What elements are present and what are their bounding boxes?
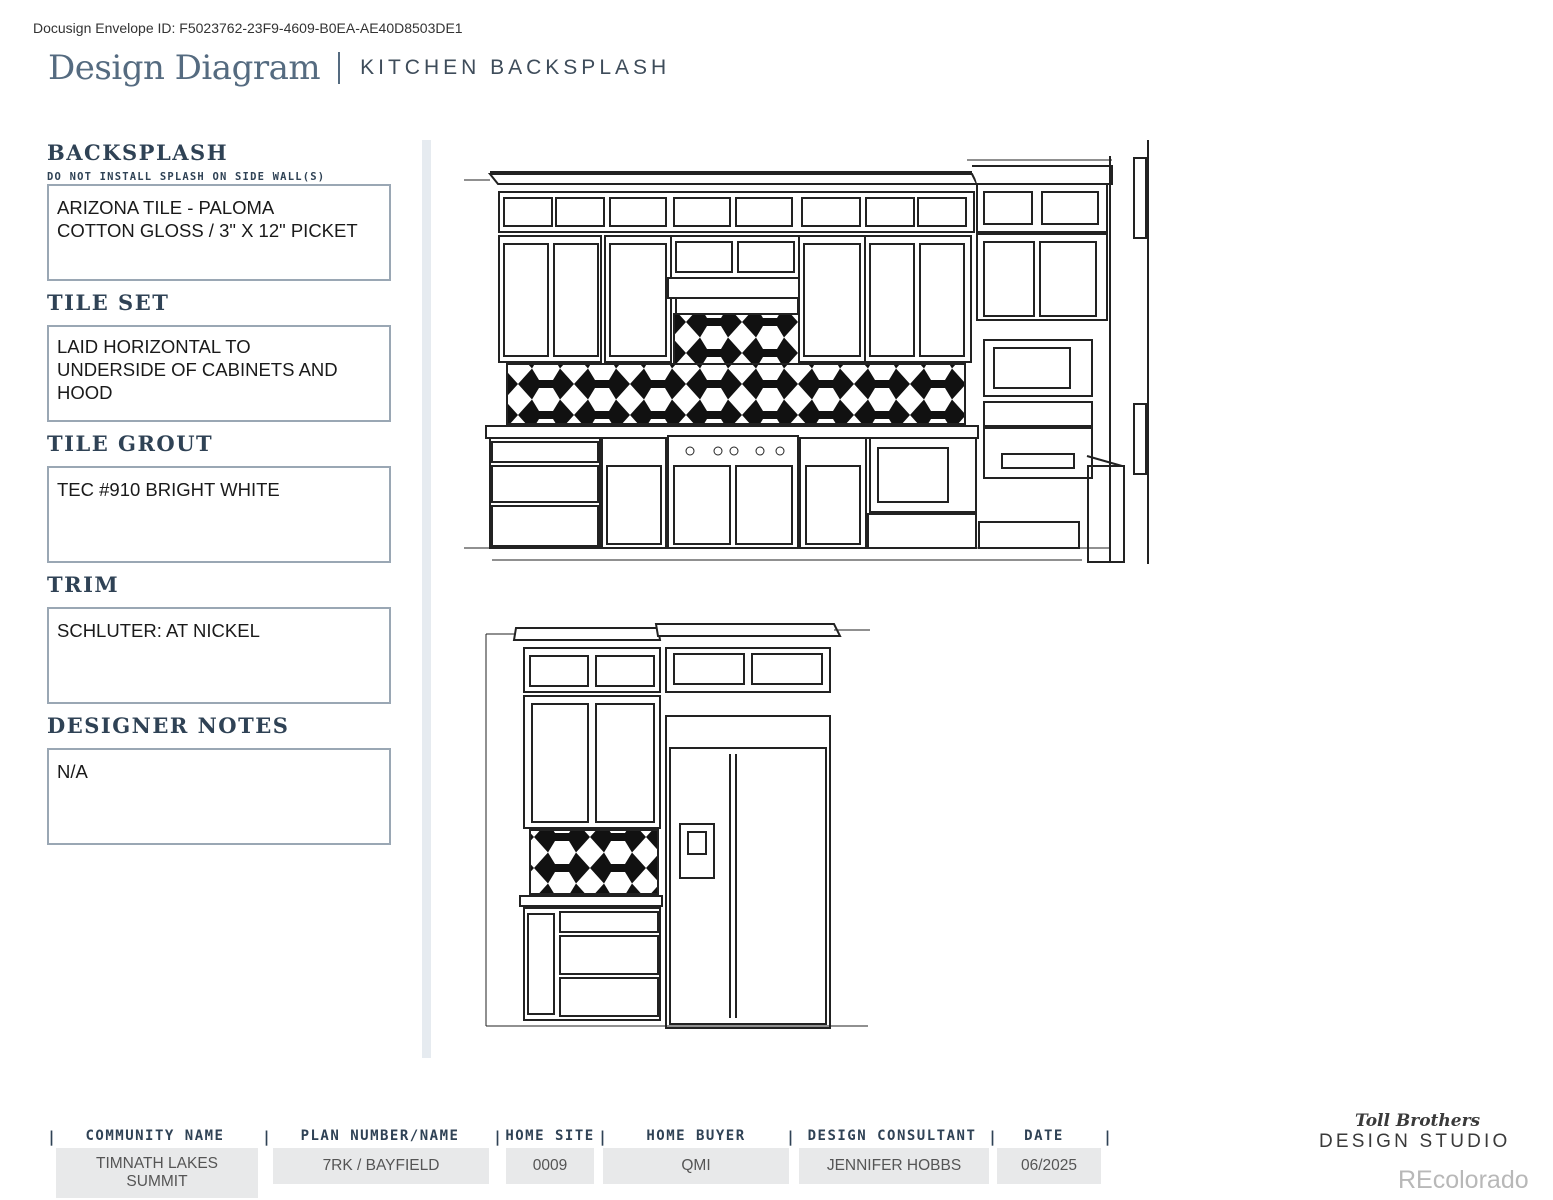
backsplash-note: DO NOT INSTALL SPLASH ON SIDE WALL(S) (47, 171, 326, 183)
home-site-value: 0009 (506, 1148, 594, 1184)
plan-value: 7RK / BAYFIELD (273, 1148, 489, 1184)
column-divider (422, 140, 431, 1058)
trim-line: SCHLUTER: AT NICKEL (57, 620, 260, 641)
community-name-label: COMMUNITY NAME (85, 1128, 225, 1144)
footer-separator: | (1103, 1128, 1113, 1146)
plan-label: PLAN NUMBER/NAME (300, 1128, 460, 1144)
tile-set-box (47, 325, 391, 422)
community-name-line: SUMMIT (126, 1173, 188, 1190)
designer-notes-line: N/A (57, 761, 88, 782)
tile-set-line: UNDERSIDE OF CABINETS AND (57, 359, 338, 380)
backsplash-box (47, 184, 391, 281)
tile-grout-line: TEC #910 BRIGHT WHITE (57, 479, 280, 500)
tile-set-line: LAID HORIZONTAL TO (57, 336, 251, 357)
watermark: REcolorado (1398, 1166, 1529, 1194)
kitchen-elevation-fridge-wall (478, 620, 874, 1044)
brand-logo-line2: DESIGN STUDIO (1319, 1131, 1511, 1152)
kitchen-elevation-main (462, 136, 1154, 568)
footer-separator: | (598, 1128, 608, 1146)
footer-separator: | (786, 1128, 796, 1146)
footer-separator: | (988, 1128, 998, 1146)
design-consultant-label: DESIGN CONSULTANT (807, 1128, 977, 1144)
envelope-id: Docusign Envelope ID: F5023762-23F9-4609-B0EA-AE40D8503DE1 (33, 20, 463, 36)
community-name-line: TIMNATH LAKES (95, 1155, 218, 1172)
page-title (48, 48, 670, 88)
title-divider (338, 52, 340, 84)
trim-label: TRIM (47, 572, 120, 597)
tile-set-label: TILE SET (47, 290, 170, 315)
designer-notes-label: DESIGNER NOTES (47, 713, 290, 738)
tile-grout-box (47, 466, 391, 563)
footer-separator: | (493, 1128, 503, 1146)
backsplash-label: BACKSPLASH (47, 140, 229, 165)
community-name-value (56, 1148, 258, 1198)
title-subtitle: KITCHEN BACKSPLASH (360, 56, 671, 79)
backsplash-line: COTTON GLOSS / 3" X 12" PICKET (57, 220, 358, 241)
footer-separator: | (47, 1128, 57, 1146)
home-site-label: HOME SITE (505, 1128, 595, 1144)
date-label: DATE (1024, 1128, 1064, 1144)
design-consultant-value: JENNIFER HOBBS (799, 1148, 989, 1184)
tile-set-line: HOOD (57, 382, 113, 403)
brand-logo-line1: Toll Brothers (1355, 1111, 1481, 1131)
title-main: Design Diagram (48, 48, 321, 88)
trim-box (47, 607, 391, 704)
footer-separator: | (262, 1128, 272, 1146)
designer-notes-box (47, 748, 391, 845)
backsplash-line: ARIZONA TILE - PALOMA (57, 197, 275, 218)
date-value: 06/2025 (997, 1148, 1101, 1184)
home-buyer-label: HOME BUYER (646, 1128, 746, 1144)
home-buyer-value: QMI (603, 1148, 789, 1184)
tile-grout-label: TILE GROUT (47, 431, 214, 456)
